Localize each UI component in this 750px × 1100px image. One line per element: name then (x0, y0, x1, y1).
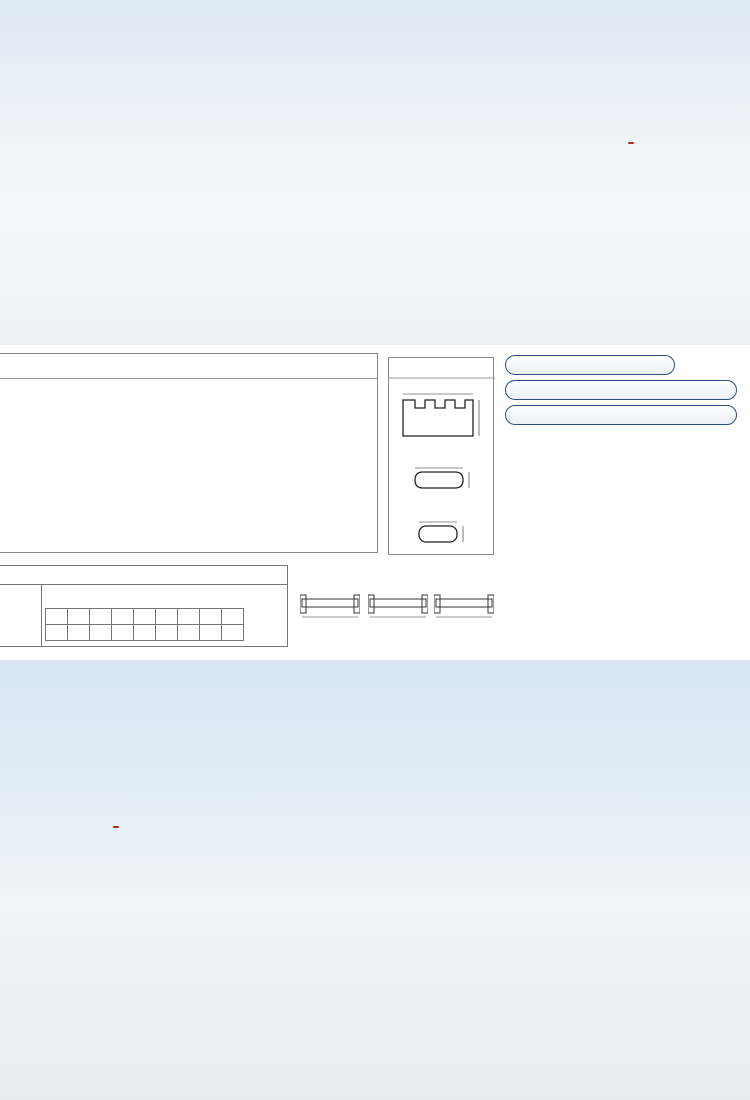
detail-row (510, 631, 750, 647)
technical-spec-section (0, 345, 750, 660)
table-header-cell (200, 609, 222, 625)
detail-row (510, 603, 750, 619)
table-rule (0, 584, 287, 585)
table-row (46, 625, 244, 641)
materials-box (388, 357, 494, 555)
table-cell (46, 625, 68, 641)
detail-row (510, 575, 750, 591)
gate-photo-top (0, 0, 750, 345)
table-rule (41, 584, 42, 646)
detail-row (510, 490, 750, 506)
part-sketch-drawing (368, 593, 428, 621)
table-cell (134, 625, 156, 641)
table-header-cell (222, 609, 244, 625)
table-grid (45, 608, 244, 641)
detail-row (510, 547, 750, 563)
post-sign-text (113, 826, 119, 828)
table-cell (222, 625, 244, 641)
part-sketch-w6 (368, 593, 428, 629)
table-cell (178, 625, 200, 641)
gate-elevation-drawing (0, 378, 377, 553)
detail-row (510, 462, 750, 478)
table-cell (112, 625, 134, 641)
table-header-cell (90, 609, 112, 625)
spec-standard-height (505, 355, 675, 375)
table-header-cell (46, 609, 68, 625)
part-sketch-w7 (434, 593, 494, 629)
spec-expansion-ratio (505, 380, 737, 400)
post-sign-text (628, 142, 634, 144)
gate-illustration-top (0, 0, 750, 345)
part-sketch-drawing (300, 593, 360, 621)
detail-row (510, 519, 750, 535)
dimension-table (0, 565, 288, 647)
table-cell (200, 625, 222, 641)
part-sketch-w5 (300, 593, 360, 629)
gate-illustration-bottom (0, 660, 750, 1100)
gate-photo-bottom (0, 660, 750, 1100)
table-header-cell (134, 609, 156, 625)
part-sketch-drawing (434, 593, 494, 621)
materials-profiles (389, 358, 495, 556)
table-header-cell (112, 609, 134, 625)
technical-drawing (0, 353, 378, 553)
table-header-cell (156, 609, 178, 625)
table-cell (68, 625, 90, 641)
table-header-cell (68, 609, 90, 625)
table-cell (90, 625, 112, 641)
table-header-row (46, 609, 244, 625)
table-cell (156, 625, 178, 641)
table-header-cell (178, 609, 200, 625)
spec-clearance-ratio (505, 405, 737, 425)
